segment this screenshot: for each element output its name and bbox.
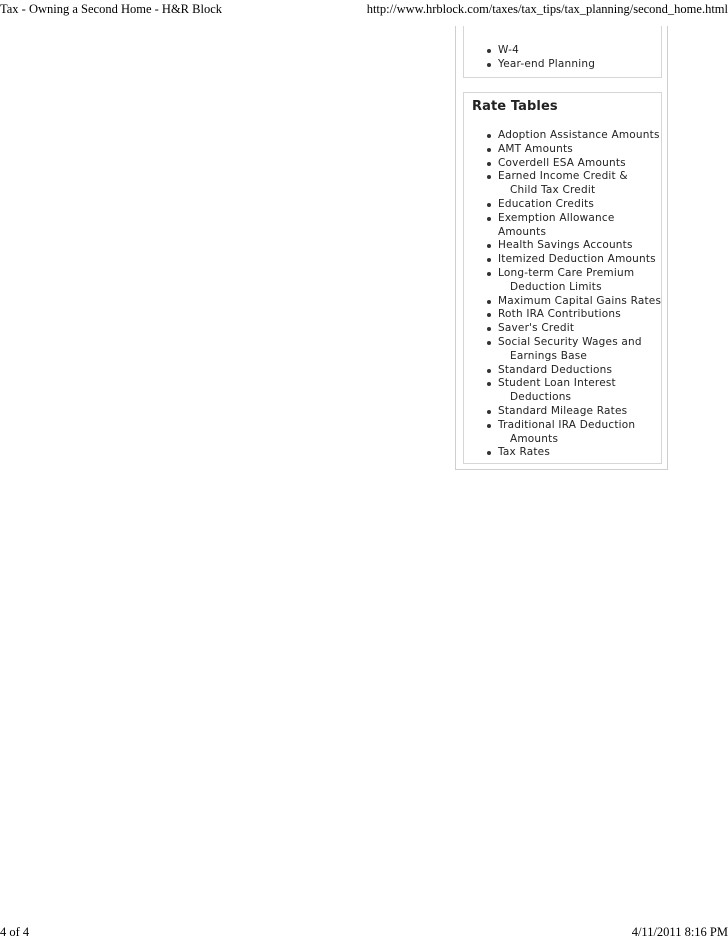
tax-planning-box bbox=[463, 26, 662, 78]
list-item[interactable] bbox=[486, 239, 664, 253]
list-item[interactable] bbox=[486, 170, 664, 198]
link-coverdell-esa[interactable]: Coverdell ESA Amounts bbox=[498, 156, 626, 169]
list-item[interactable] bbox=[486, 129, 664, 143]
link-w4[interactable]: W-4 bbox=[498, 44, 520, 56]
page-url: http://www.hrblock.com/taxes/tax_tips/tax_planning/second_home.html bbox=[366, 2, 728, 16]
link-year-end-planning[interactable]: Year-end Planning bbox=[498, 57, 596, 70]
print-footer bbox=[0, 923, 728, 941]
link-savers-credit[interactable]: Saver's Credit bbox=[498, 322, 575, 335]
list-item[interactable] bbox=[486, 405, 664, 419]
link-amt-amounts[interactable]: AMT Amounts bbox=[498, 142, 573, 155]
link-traditional-ira[interactable]: Traditional IRA Deduction Amounts bbox=[498, 418, 636, 445]
list-item[interactable] bbox=[486, 377, 664, 405]
page-title: Tax - Owning a Second Home - H&R Block bbox=[0, 2, 223, 16]
list-item[interactable] bbox=[486, 267, 664, 295]
link-exemption-allowance[interactable]: Exemption Allowance Amounts bbox=[498, 211, 615, 238]
link-earned-income-credit[interactable]: Earned Income Credit & Child Tax Credit bbox=[498, 170, 628, 197]
list-item[interactable] bbox=[486, 157, 664, 171]
print-timestamp: 4/11/2011 8:16 PM bbox=[631, 925, 728, 939]
link-tax-rates[interactable]: Tax Rates bbox=[498, 446, 551, 459]
link-capital-gains[interactable]: Maximum Capital Gains Rates bbox=[498, 294, 662, 307]
link-social-security-wages[interactable]: Social Security Wages and Earnings Base bbox=[498, 335, 642, 362]
list-item[interactable] bbox=[486, 212, 664, 240]
list-item[interactable] bbox=[486, 44, 664, 58]
print-header bbox=[0, 0, 728, 18]
tax-planning-list bbox=[486, 44, 664, 72]
link-standard-mileage[interactable]: Standard Mileage Rates bbox=[498, 404, 628, 417]
link-adoption-assistance[interactable]: Adoption Assistance Amounts bbox=[498, 129, 660, 141]
list-item[interactable] bbox=[486, 198, 664, 212]
rate-tables-box bbox=[463, 92, 662, 464]
list-item[interactable] bbox=[486, 143, 664, 157]
list-item[interactable] bbox=[486, 308, 664, 322]
link-itemized-deduction[interactable]: Itemized Deduction Amounts bbox=[498, 253, 656, 266]
link-student-loan-interest[interactable]: Student Loan Interest Deductions bbox=[498, 377, 616, 404]
page-number: 4 of 4 bbox=[0, 925, 30, 939]
link-long-term-care[interactable]: Long-term Care Premium Deduction Limits bbox=[498, 266, 635, 293]
list-item[interactable] bbox=[486, 322, 664, 336]
list-item[interactable] bbox=[486, 446, 664, 460]
link-roth-ira[interactable]: Roth IRA Contributions bbox=[498, 308, 621, 321]
list-item[interactable] bbox=[486, 295, 664, 309]
rate-tables-heading: Rate Tables bbox=[472, 99, 558, 114]
link-education-credits[interactable]: Education Credits bbox=[498, 197, 595, 210]
link-health-savings[interactable]: Health Savings Accounts bbox=[498, 239, 633, 252]
sidebar-panel bbox=[455, 26, 668, 470]
list-item[interactable] bbox=[486, 253, 664, 267]
link-standard-deductions[interactable]: Standard Deductions bbox=[498, 363, 613, 376]
list-item[interactable] bbox=[486, 364, 664, 378]
list-item[interactable] bbox=[486, 58, 664, 72]
rate-tables-list bbox=[486, 129, 664, 460]
list-item[interactable] bbox=[486, 336, 664, 364]
list-item[interactable] bbox=[486, 419, 664, 447]
